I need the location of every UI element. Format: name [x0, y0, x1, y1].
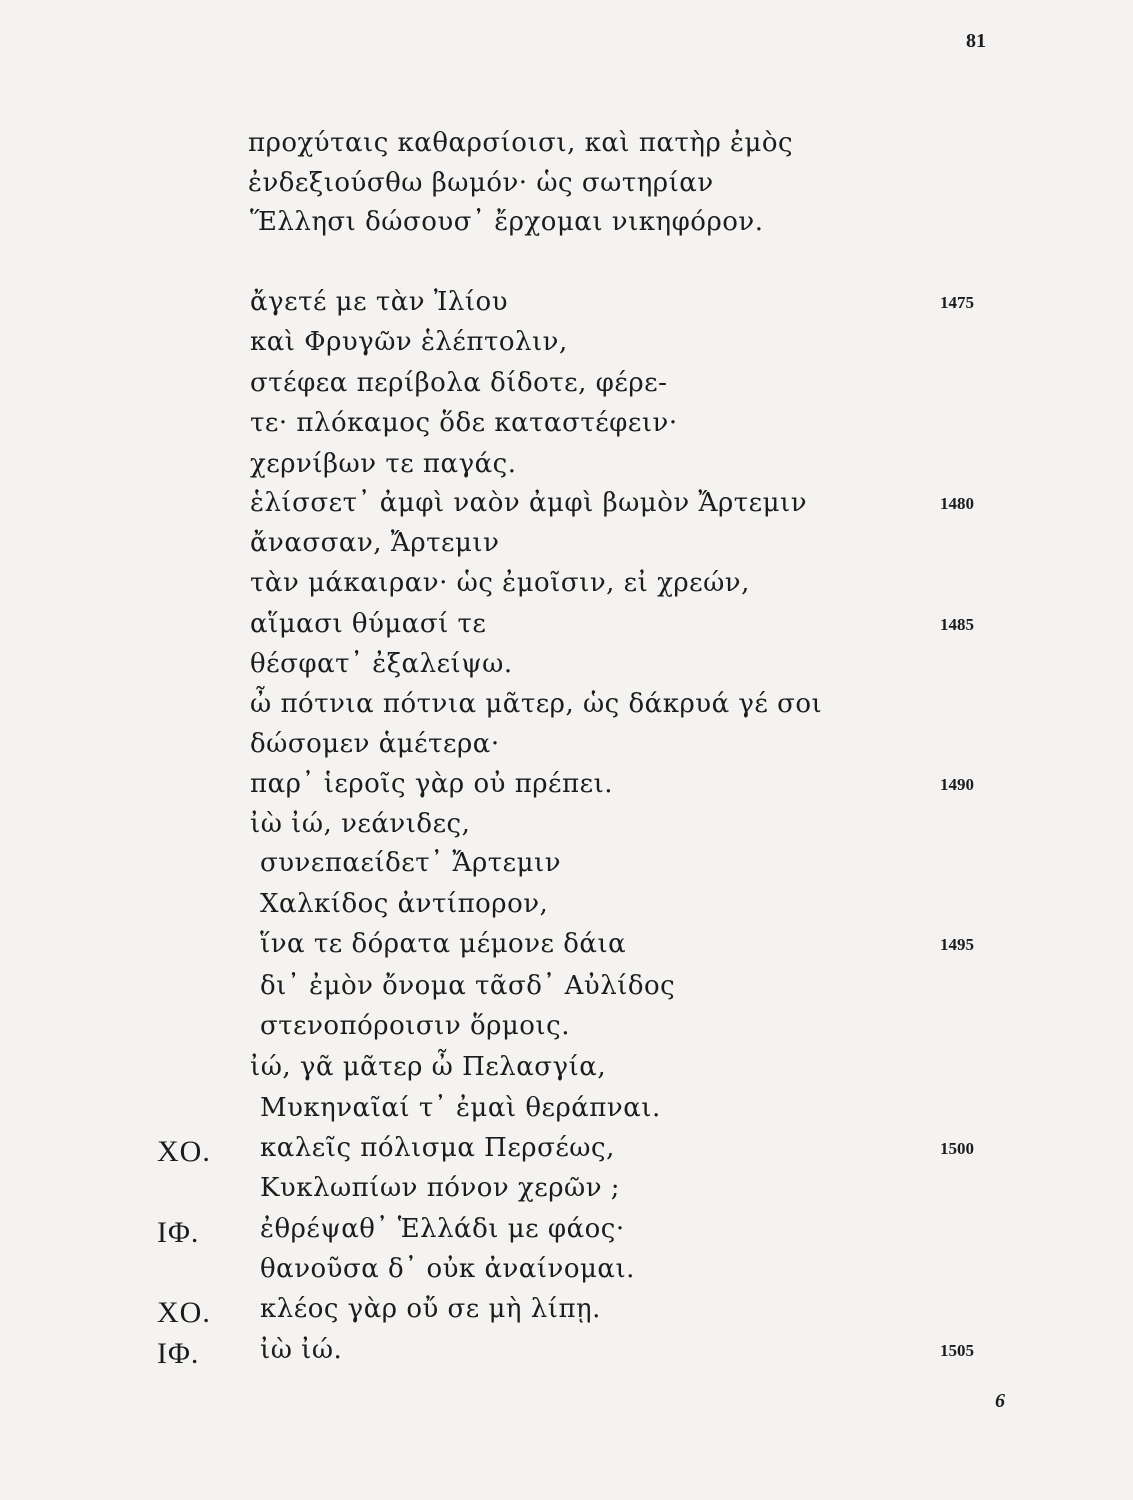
verse-text: δώσομεν ἁμέτερα· [250, 729, 500, 759]
verse-text: ἵνα τε δόρατα μέμονε δάια [260, 929, 627, 959]
page-number: 81 [966, 30, 986, 52]
verse-text: τε· πλόκαμος ὅδε καταστέφειν· [250, 408, 678, 438]
verse-line [0, 449, 1133, 489]
verse-line [0, 128, 1133, 168]
speaker-label: ΙΦ. [157, 1337, 200, 1370]
verse-line [0, 971, 1133, 1011]
verse-text: παρ᾽ ἱεροῖς γὰρ οὐ πρέπει. [250, 769, 614, 799]
signature-mark: 6 [995, 1390, 1005, 1412]
verse-line [0, 207, 1133, 247]
line-number: 1500 [940, 1139, 974, 1158]
speaker-label: ΧΟ. [157, 1296, 211, 1329]
verse-line [0, 729, 1133, 769]
verse-text: ἄνασσαν, Ἄρτεμιν [250, 528, 500, 558]
verse-line [0, 769, 1133, 809]
verse-line [0, 848, 1133, 888]
verse-text: προχύταις καθαρσίοισι, καὶ πατὴρ ἐμὸς [248, 128, 794, 158]
verse-text: στενοπόροισιν ὅρμοις. [260, 1011, 570, 1041]
verse-text: θέσφατ᾽ ἐξαλείψω. [250, 649, 513, 679]
verse-line [0, 1173, 1133, 1213]
line-number: 1490 [940, 775, 974, 794]
verse-line [0, 1093, 1133, 1133]
verse-line [0, 1133, 1133, 1173]
verse-text: ἰώ, γᾶ μᾶτερ ὦ Πελασγία, [250, 1052, 607, 1082]
verse-text: Μυκηναῖαί τ᾽ ἐμαὶ θεράπναι. [260, 1093, 661, 1123]
verse-text: ἰὼ ἰώ, νεάνιδες, [250, 809, 471, 839]
verse-text: χερνίβων τε παγάς. [250, 449, 517, 479]
verse-line [0, 287, 1133, 327]
verse-text: Ἕλλησι δώσουσ᾽ ἔρχομαι νικηφόρον. [250, 207, 764, 237]
verse-text: στέφεα περίβολα δίδοτε, φέρε- [250, 368, 668, 398]
verse-line [0, 1214, 1133, 1254]
verse-text: ἑλίσσετ᾽ ἀμφὶ ναὸν ἀμφὶ βωμὸν Ἄρτεμιν [250, 488, 808, 518]
verse-line [0, 568, 1133, 608]
verse-line [0, 609, 1133, 649]
speaker-label: ΙΦ. [157, 1216, 200, 1249]
verse-line [0, 809, 1133, 849]
verse-text: Χαλκίδος ἀντίπορον, [260, 889, 549, 919]
verse-line [0, 1052, 1133, 1092]
verse-line [0, 488, 1133, 528]
verse-text: ἄγετέ με τὰν Ἰλίου [250, 287, 509, 317]
verse-line [0, 1254, 1133, 1294]
verse-line [0, 929, 1133, 969]
line-number: 1505 [940, 1341, 974, 1360]
verse-line [0, 1335, 1133, 1375]
verse-text: καὶ Φρυγῶν ἑλέπτολιν, [250, 327, 568, 357]
verse-line [0, 327, 1133, 367]
verse-text: συνεπαείδετ᾽ Ἄρτεμιν [260, 848, 562, 878]
verse-line [0, 649, 1133, 689]
verse-text: θανοῦσα δ᾽ οὐκ ἀναίνομαι. [260, 1254, 635, 1284]
verse-line [0, 168, 1133, 208]
verse-line [0, 889, 1133, 929]
verse-text: ὦ πότνια πότνια μᾶτερ, ὡς δάκρυά γέ σοι [250, 689, 823, 719]
verse-text: ἐθρέψαθ᾽ Ἑλλάδι με φάος· [260, 1214, 625, 1244]
line-number: 1495 [940, 935, 974, 954]
line-number: 1485 [940, 615, 974, 634]
verse-text: αἵμασι θύμασί τε [250, 609, 487, 639]
verse-line [0, 1294, 1133, 1334]
verse-line [0, 528, 1133, 568]
verse-line [0, 408, 1133, 448]
verse-text: δι᾽ ἐμὸν ὄνομα τᾶσδ᾽ Αὐλίδος [260, 971, 676, 1001]
verse-text: τὰν μάκαιραν· ὡς ἐμοῖσιν, εἰ χρεών, [250, 568, 750, 598]
speaker-label: ΧΟ. [157, 1135, 211, 1168]
verse-text: καλεῖς πόλισμα Περσέως, [260, 1133, 615, 1163]
verse-line [0, 1011, 1133, 1051]
verse-line [0, 368, 1133, 408]
verse-line [0, 689, 1133, 729]
line-number: 1475 [940, 293, 974, 312]
verse-text: ἰὼ ἰώ. [260, 1335, 343, 1365]
verse-text: ἐνδεξιούσθω βωμόν· ὡς σωτηρίαν [248, 168, 714, 198]
verse-text: Κυκλωπίων πόνον χερῶν ; [260, 1173, 621, 1203]
verse-text: κλέος γὰρ οὔ σε μὴ λίπῃ. [260, 1294, 601, 1324]
line-number: 1480 [940, 494, 974, 513]
